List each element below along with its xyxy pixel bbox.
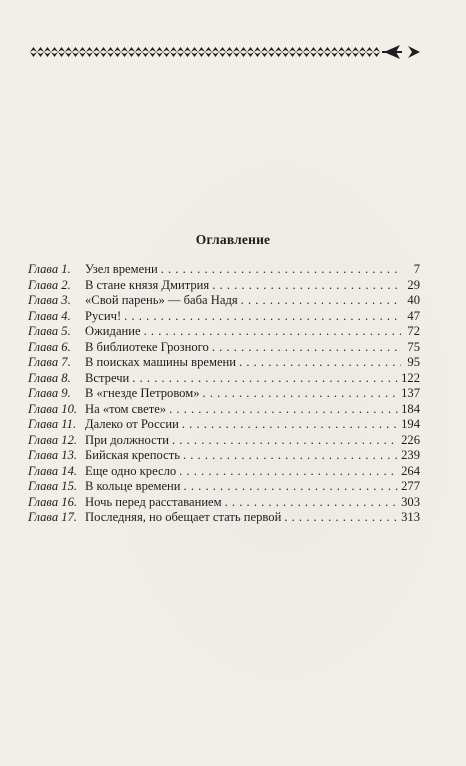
ornament-link-upper [37,47,44,52]
toc-row [28,309,420,325]
ornament-link-lower [310,52,317,57]
ornament-link-upper [310,47,317,52]
ornament-link-upper [212,47,219,52]
dot-leader [212,278,401,294]
page-number: 313 [401,510,420,524]
ornament-link-lower [107,52,114,57]
ornament-link-lower [268,52,275,57]
chapter-word: Глава [28,479,59,493]
ornament-link-upper [107,47,114,52]
ornament-link-lower [93,52,100,57]
ornament-link-upper [275,47,282,52]
chapter-number [28,262,85,278]
dot-leader [284,510,398,526]
chapter-title: Русич! [85,308,122,323]
dot-leader [124,309,401,325]
toc-row [28,371,420,387]
ornament-link-lower [345,52,352,57]
ornament-link-lower [121,52,128,57]
ornament-link-lower [275,52,282,57]
toc-title: Оглавление [195,232,271,247]
ornament-link-lower [135,52,142,57]
page-number: 29 [407,277,420,292]
ornament-link-upper [149,47,156,52]
ornament-link-upper [121,47,128,52]
ornament-link-lower [338,52,345,57]
chapter-num: 3. [61,293,71,307]
dot-leader [169,402,398,418]
ornament-link-lower [261,52,268,57]
ornament-link-upper [289,47,296,52]
ornament-link-upper [72,47,79,52]
ornament-link-upper [303,47,310,52]
ornament-link-upper [233,47,240,52]
chapter-num: 15. [61,479,78,493]
ornament-link-lower [205,52,212,57]
chapter-number [28,355,85,371]
ornament-link-upper [317,47,324,52]
ornament-link-lower [184,52,191,57]
dot-leader [203,386,399,402]
chapter-word: Глава [28,448,59,462]
chapter-num: 2. [61,277,71,292]
ornament-link-lower [373,52,380,57]
page-number: 184 [401,401,420,416]
page-number: 303 [401,494,420,509]
ornament-link-lower [303,52,310,57]
chapter-num: 16. [61,494,78,509]
dot-leader [212,340,401,356]
chapter-title: Встречи [85,370,130,385]
chapter-word: Глава [28,339,59,354]
chapter-num: 8. [61,370,71,385]
ornament-link-upper [142,47,149,52]
dot-leader [225,495,398,511]
dot-leader [239,355,401,371]
ornament-link-lower [191,52,198,57]
toc-row [28,402,420,418]
chapter-word: Глава [28,277,59,292]
ornament-link-lower [296,52,303,57]
ornament-link-upper [30,47,37,52]
chapter-word: Глава [28,262,59,276]
page-number: 194 [401,417,420,431]
page-number: 264 [401,463,420,478]
ornament-link-lower [317,52,324,57]
ornament-link-upper [170,47,177,52]
ornament-link-upper [156,47,163,52]
chapter-title: Ночь перед расставанием [85,494,222,509]
ornament-link-lower [58,52,65,57]
ornament-link-upper [240,47,247,52]
toc-row [28,448,420,464]
ornament-link-lower [37,52,44,57]
ornament-link-upper [359,47,366,52]
ornament-link-upper [44,47,51,52]
arrow-chain-ornament-icon [28,42,420,62]
toc-row [28,495,420,511]
toc-row [28,262,420,278]
ornament-link-upper [177,47,184,52]
chapter-word: Глава [28,463,59,478]
ornament-link-lower [51,52,58,57]
chapter-num: 11. [61,417,77,431]
chapter-word: Глава [28,401,59,416]
ornament-link-upper [51,47,58,52]
chapter-word: Глава [28,386,59,400]
chapter-word: Глава [28,308,59,323]
toc-row [28,324,420,340]
chapter-word: Глава [28,417,59,431]
ornament-link-upper [184,47,191,52]
chapter-title: Еще одно кресло [85,463,177,478]
chapter-word: Глава [28,432,59,447]
toc-row [28,464,420,480]
ornament-link-upper [282,47,289,52]
toc-row [28,510,420,526]
chapter-number [28,448,85,464]
ornament-link-upper [198,47,205,52]
ornament-link-lower [128,52,135,57]
chapter-num: 5. [61,324,71,338]
chapter-title: В библиотеке Грозного [85,339,209,354]
ornament-link-lower [282,52,289,57]
chapter-num: 7. [61,355,71,369]
ornament-link-upper [331,47,338,52]
ornament-link-lower [72,52,79,57]
ornament-link-lower [219,52,226,57]
chapter-num: 12. [61,432,78,447]
chapter-word: Глава [28,293,59,307]
ornament-link-lower [247,52,254,57]
chapter-title: Последняя, но обещает стать первой [85,510,282,524]
chapter-word: Глава [28,510,59,524]
dot-leader [182,417,398,433]
ornament-link-lower [100,52,107,57]
dot-leader [184,479,399,495]
chapter-title: При должности [85,432,169,447]
ornament-link-lower [289,52,296,57]
ornament-link-lower [324,52,331,57]
chapter-number [28,433,85,449]
ornament-link-lower [240,52,247,57]
ornament-link-upper [114,47,121,52]
dot-leader [172,433,398,449]
ornament-link-lower [331,52,338,57]
ornament-link-lower [44,52,51,57]
chapter-num: 10. [61,401,78,416]
page-number: 95 [407,355,420,369]
page-number: 7 [413,262,420,276]
ornament-link-upper [93,47,100,52]
ornament-link-upper [191,47,198,52]
chapter-title: В поисках машины времени [85,355,237,369]
ornament-link-lower [142,52,149,57]
chapter-number [28,495,85,511]
chapter-title: Бийская крепость [85,448,180,462]
toc-row [28,479,420,495]
chapter-title: В «гнезде Петровом» [85,386,200,400]
ornament-link-upper [366,47,373,52]
chapter-num: 4. [61,308,71,323]
dot-leader [161,262,401,278]
toc-row [28,433,420,449]
ornament-link-upper [254,47,261,52]
ornament-link-lower [226,52,233,57]
ornament-link-upper [338,47,345,52]
chapter-number [28,371,85,387]
dot-leader [179,464,398,480]
chapter-title: В кольце времени [85,479,181,493]
page-number: 122 [401,370,420,385]
chapter-number [28,340,85,356]
ornament-link-upper [219,47,226,52]
ornament-link-upper [268,47,275,52]
chapter-title: В стане князя Дмитрия [85,277,210,292]
ornament-link-upper [135,47,142,52]
chapter-number [28,293,85,309]
page-number: 137 [401,386,420,400]
chapter-number [28,324,85,340]
ornament-link-lower [359,52,366,57]
ornament-link-upper [261,47,268,52]
chapter-number [28,386,85,402]
ornament-link-lower [233,52,240,57]
chapter-title: «Свой парень» — баба Надя [85,293,238,307]
page-number: 277 [401,479,420,493]
page-number: 75 [407,339,420,354]
ornament-link-lower [366,52,373,57]
chapter-number [28,479,85,495]
ornament-link-lower [212,52,219,57]
dot-leader [241,293,401,309]
ornament-link-lower [198,52,205,57]
chapter-word: Глава [28,370,59,385]
chapter-number [28,510,85,526]
ornament-link-lower [30,52,37,57]
ornament-link-upper [226,47,233,52]
ornament-link-upper [296,47,303,52]
toc-list [28,262,420,526]
chapter-title: Ожидание [85,324,141,338]
ornament-link-upper [205,47,212,52]
chapter-num: 14. [61,463,78,478]
ornament-link-lower [254,52,261,57]
chapter-number [28,309,85,325]
toc-row [28,355,420,371]
chapter-number [28,278,85,294]
ornament-link-upper [86,47,93,52]
chapter-number [28,417,85,433]
chapter-number [28,402,85,418]
toc-row [28,417,420,433]
toc-row [28,340,420,356]
chapter-word: Глава [28,324,59,338]
page-number: 226 [401,432,420,447]
ornament-link-upper [324,47,331,52]
dot-leader [144,324,401,340]
chapter-word: Глава [28,355,59,369]
ornament-link-lower [177,52,184,57]
ornament-link-lower [163,52,170,57]
toc-row [28,278,420,294]
ornament-link-upper [128,47,135,52]
chapter-number [28,464,85,480]
ornament-link-lower [156,52,163,57]
chapter-num: 6. [61,339,71,354]
ornament-link-upper [352,47,359,52]
ornament-link-lower [65,52,72,57]
page-number: 40 [407,293,420,307]
ornament-link-lower [170,52,177,57]
chapter-word: Глава [28,494,59,509]
page-number: 47 [407,308,420,323]
ornament-link-lower [352,52,359,57]
ornament-link-upper [100,47,107,52]
dot-leader [132,371,398,387]
ornament-link-lower [79,52,86,57]
toc-row [28,293,420,309]
chapter-num: 1. [61,262,71,276]
chapter-num: 17. [61,510,78,524]
page-number: 72 [407,324,420,338]
ornament-link-upper [58,47,65,52]
toc-row [28,386,420,402]
ornament-link-upper [79,47,86,52]
ornament-link-upper [65,47,72,52]
chapter-title: Узел времени [85,262,158,276]
ornament-link-upper [247,47,254,52]
ornament-link-upper [373,47,380,52]
page-number: 239 [401,448,420,462]
ornament-link-upper [163,47,170,52]
dot-leader [183,448,398,464]
chapter-num: 13. [61,448,78,462]
ornament-link-upper [345,47,352,52]
chapter-title: Далеко от России [85,417,179,431]
ornament-link-lower [114,52,121,57]
ornament-link-lower [149,52,156,57]
chapter-num: 9. [61,386,71,400]
chapter-title: На «том свете» [85,401,167,416]
ornament-link-lower [86,52,93,57]
